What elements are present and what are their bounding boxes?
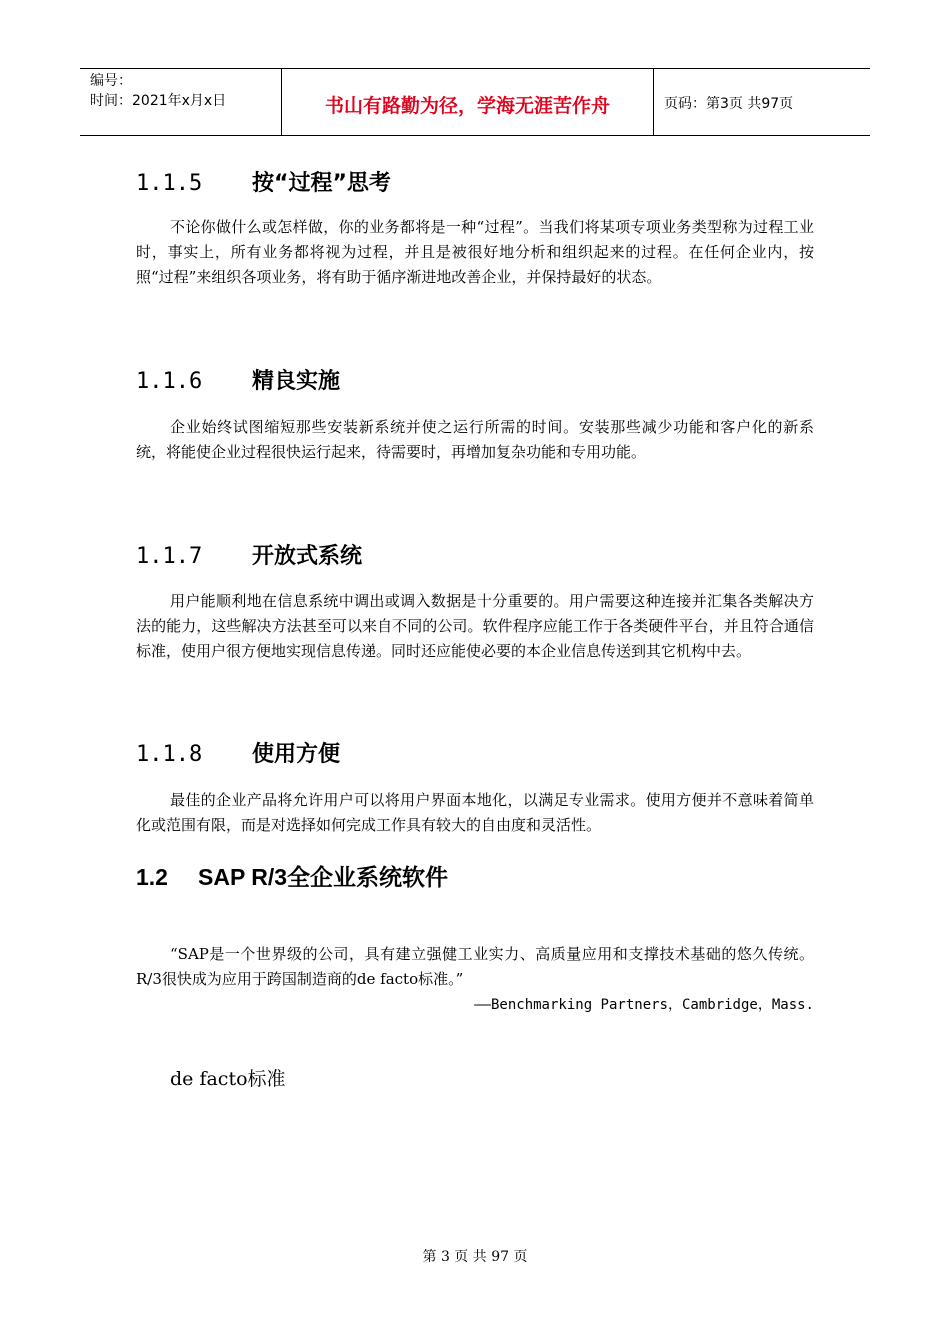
quote-attribution: ——Benchmarking Partners，Cambridge，Mass. bbox=[474, 997, 814, 1013]
chapter-heading bbox=[136, 859, 448, 892]
section-title: 使用方便 bbox=[252, 742, 341, 767]
section-number: 1.1.8 bbox=[136, 742, 203, 767]
section-paragraph: 不论你做什么或怎样做，你的业务都将是一种“过程”。当我们将某项专项业务类型称为过程工业时，事实上，所有业务都将视为过程，并且是被很好地分析和组织起来的过程。在任何企业内，按照“过程”来组织各项业务，将有助于循序渐进地改善企业，并保持最好的状态。 bbox=[136, 218, 814, 286]
section-heading bbox=[136, 539, 362, 570]
section-title: 精良实施 bbox=[252, 369, 341, 394]
date-label: 时间：2021年x月x日 bbox=[90, 93, 227, 109]
chapter-number: 1.2 bbox=[136, 864, 168, 890]
section-title: 按“过程”思考 bbox=[252, 171, 391, 196]
section-paragraph: 最佳的企业产品将允许用户可以将用户界面本地化，以满足专业需求。使用方便并不意味着简单化或范围有限，而是对选择如何完成工作具有较大的自由度和灵活性。 bbox=[136, 791, 814, 834]
chapter-title: SAP R/3全企业系统软件 bbox=[198, 864, 449, 890]
section-title: 开放式系统 bbox=[252, 544, 363, 569]
doc-number-label: 编号： bbox=[90, 73, 132, 89]
page-header bbox=[80, 68, 870, 136]
section-heading bbox=[136, 737, 340, 768]
section-number: 1.1.6 bbox=[136, 369, 203, 394]
header-motto: 书山有路勤为径，学海无涯苦作舟 bbox=[282, 69, 654, 135]
section-heading bbox=[136, 166, 391, 197]
section-heading bbox=[136, 364, 340, 395]
section-paragraph: 用户能顺利地在信息系统中调出或调入数据是十分重要的。用户需要这种连接并汇集各类解决方法的能力，这些解决方法甚至可以来自不同的公司。软件程序应能工作于各类硬件平台，并且符合通信标准，使用户很方便地实现信息传递。同时还应能使必要的本企业信息传送到其它机构中去。 bbox=[136, 592, 814, 660]
header-page-info: 页码：第3页 共97页 bbox=[664, 96, 794, 112]
quote-paragraph: “SAP是一个世界级的公司，具有建立强健工业实力、高质量应用和支撑技术基础的悠久传统。R/3很快成为应用于跨国制造商的de facto标准。” bbox=[136, 945, 814, 988]
page-footer: 第 3 页 共 97 页 bbox=[422, 1249, 528, 1265]
header-meta bbox=[80, 69, 282, 135]
section-number: 1.1.5 bbox=[136, 171, 203, 196]
section-paragraph: 企业始终试图缩短那些安装新系统并使之运行所需的时间。安装那些减少功能和客户化的新系统，将能使企业过程很快运行起来，待需要时，再增加复杂功能和专用功能。 bbox=[136, 418, 814, 461]
subheading: de facto标准 bbox=[170, 1068, 286, 1090]
section-number: 1.1.7 bbox=[136, 544, 203, 569]
